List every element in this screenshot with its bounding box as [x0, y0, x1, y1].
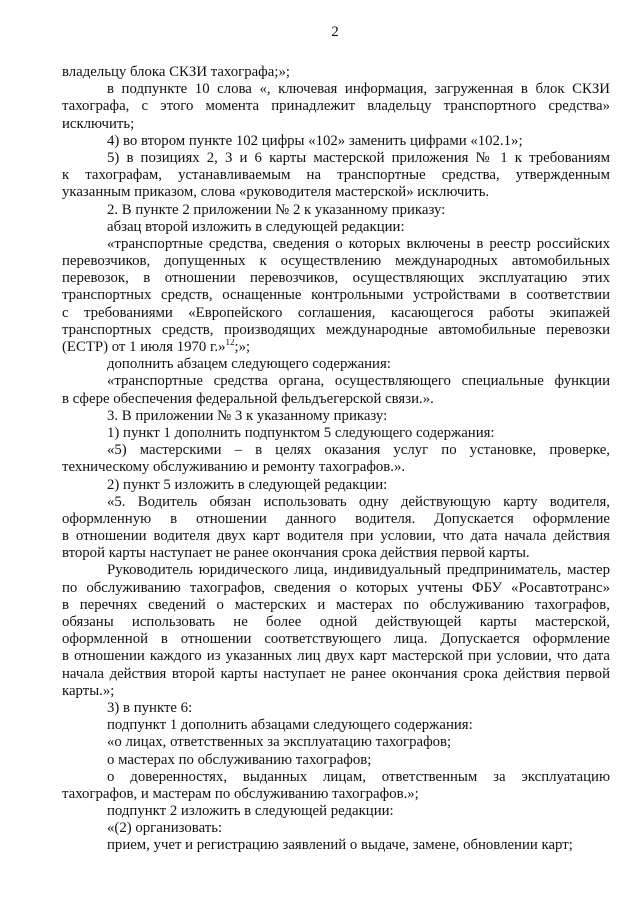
- text-line: 5) в позициях 2, 3 и 6 карты мастерской приложения № 1 к требованиям: [107, 149, 610, 166]
- text-line: перевозчиков, допущенных к осуществлению международных автомобильных: [62, 253, 610, 270]
- text-fragment: (ЕСТР) от 1 июля 1970 г.»: [62, 339, 226, 355]
- text-line: «транспортные средства, сведения о которых включены в реестр российских: [107, 235, 610, 252]
- text-line: «о лицах, ответственных за эксплуатацию тахографов;: [107, 734, 452, 751]
- text-line: «5) мастерскими – в целях оказания услуг по установке, проверке,: [107, 442, 610, 459]
- text-line: 1) пункт 1 дополнить подпунктом 5 следующего содержания:: [107, 424, 495, 441]
- text-line: 4) во втором пункте 102 цифры «102» заменить цифрами «102.1»;: [107, 132, 523, 149]
- text-line: «(2) организовать:: [107, 820, 223, 837]
- section-heading: 2. В пункте 2 приложении № 2 к указанному приказу:: [107, 201, 446, 218]
- text-line: прием, учет и регистрацию заявлений о выдаче, замене, обновлении карт;: [107, 837, 573, 854]
- text-line: начала действия второй карты наступает не ранее окончания срока действия первой: [62, 665, 610, 682]
- text-line: обязаны использовать не более одной действующей карты мастерской,: [62, 614, 610, 630]
- text-line: 2) пункт 5 изложить в следующей редакции:: [107, 476, 388, 493]
- text-line: «транспортные средства органа, осуществляющего специальные функции: [107, 373, 610, 390]
- text-line-with-footnote: [62, 339, 610, 356]
- text-line: 3) в пункте 6:: [107, 699, 193, 716]
- text-line: в отношении каждого из указанных лиц двух карт мастерской при условии, что дата: [62, 648, 610, 665]
- text-line: карты.»;: [62, 682, 115, 699]
- text-line: оформленной в отношении соответствующего лица. Допускается оформление: [62, 631, 610, 648]
- text-line: исключить;: [62, 115, 135, 132]
- text-line: указанным приказом, слова «руководителя мастерской» исключить.: [62, 184, 490, 201]
- text-line: в отношении водителя двух карт водителя при условии, что дата начала действия: [62, 528, 610, 545]
- text-line: в перечнях сведений о мастерских и мастерах по обслуживанию тахографов,: [62, 596, 610, 613]
- text-line: абзац второй изложить в следующей редакции:: [107, 218, 405, 235]
- text-line: дополнить абзацем следующего содержания:: [107, 356, 391, 373]
- text-line: тахографа, с этого момента принадлежит владельцу транспортного средства»: [62, 98, 610, 115]
- text-line: подпункт 2 изложить в следующей редакции:: [107, 803, 394, 820]
- text-line: «5. Водитель обязан использовать одну действующую карту водителя,: [107, 493, 610, 510]
- text-line: второй карты наступает не ранее окончания срока действия первой карты.: [62, 545, 530, 562]
- text-line: по обслуживанию тахографов, сведения о которых учтены ФБУ «Росавтотранс»: [62, 579, 610, 596]
- text-line: в сфере обеспечения федеральной фельдъегерской связи.».: [62, 390, 434, 407]
- page-number: 2: [331, 24, 339, 40]
- text-line: оформленную в отношении данного водителя. Допускается оформление: [62, 510, 610, 527]
- text-line: подпункт 1 дополнить абзацами следующего содержания:: [107, 717, 473, 734]
- text-line: к тахографам, устанавливаемым на транспортные средства, утвержденным: [62, 167, 610, 184]
- text-line: с требованиями «Европейского соглашения, касающегося работы экипажей: [62, 304, 610, 321]
- text-line: в подпункте 10 слова «, ключевая информация, загруженная в блок СКЗИ: [107, 81, 610, 98]
- text-line: владельцу блока СКЗИ тахографа;»;: [62, 64, 290, 80]
- document-body: [62, 64, 610, 855]
- text-line: о доверенностях, выданных лицам, ответственным за эксплуатацию: [107, 768, 610, 785]
- text-line: перевозок, в отношении перевозчиков, осуществляющих эксплуатацию этих: [62, 270, 610, 287]
- section-heading: 3. В приложении № 3 к указанному приказу:: [107, 407, 388, 424]
- footnote-reference: 12: [225, 339, 235, 347]
- text-fragment: ;»;: [234, 339, 251, 355]
- text-line: о мастерах по обслуживанию тахографов;: [107, 751, 372, 768]
- text-line: техническому обслуживанию и ремонту тахографов.».: [62, 459, 406, 476]
- text-line: Руководитель юридического лица, индивидуальный предприниматель, мастер: [107, 562, 610, 579]
- text-line: тахографов, и мастерам по обслуживанию тахографов.»;: [62, 785, 419, 802]
- text-line: транспортных средств, оснащенные контрольными устройствами в соответствии: [62, 287, 610, 304]
- text-line: транспортных средств, производящих международные автомобильные перевозки: [62, 321, 610, 338]
